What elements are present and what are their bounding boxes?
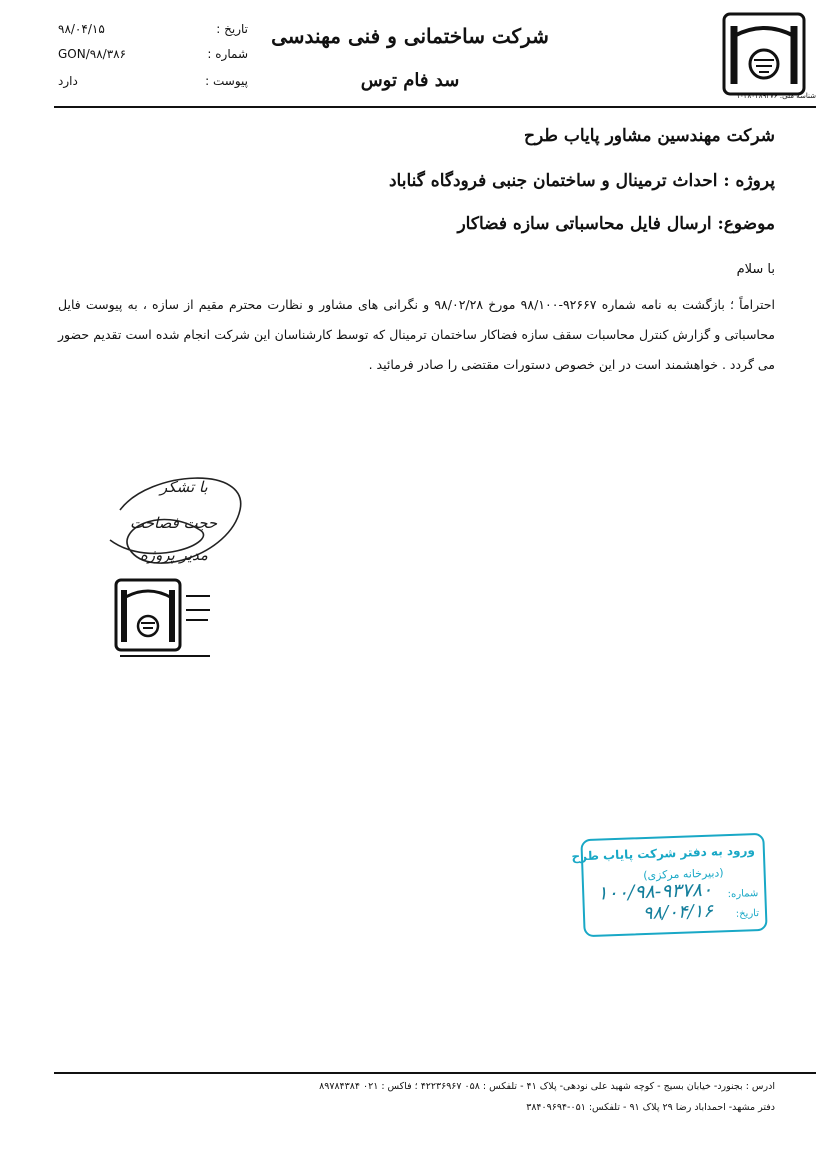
footer-divider [54, 1072, 816, 1074]
company-logo-mark [718, 6, 810, 106]
stamp-number-value: ۱۰۰/۹۸-۹۳۷۸۰ [596, 878, 713, 905]
company-seal-mark [112, 576, 217, 662]
footer-address-mashhad: دفتر مشهد- احمداباد رضا ۲۹ پلاک ۹۱ - تلفکس: ۰۵۱-۳۸۴۰۹۶۹۴ [526, 1102, 775, 1113]
footer-address-main: ادرس : بجنورد- خیابان بسیج - کوچه شهید علی نودهی- پلاک ۴۱ - تلفکس : ۰۵۸ ۴۲۲۳۶۹۶۷ ؛ فاکس : ۰۲۱ ۸۹۷۸۴۳۸۴ [319, 1081, 775, 1092]
subject-line: موضوع: ارسال فایل محاسباتی سازه فضاکار [457, 214, 775, 234]
date-label: تاریخ : [216, 22, 248, 36]
number-value: GON/۹۸/۳۸۶ [58, 47, 127, 61]
attachment-label: پیوست : [205, 74, 248, 88]
project-line: پروژه : احداث ترمینال و ساختمان جنبی فرودگاه گناباد [388, 171, 775, 191]
attachment-value: دارد [58, 74, 78, 88]
number-label: شماره : [207, 47, 248, 61]
stamp-subtitle: (دبیرخانه مرکزی) [643, 866, 724, 883]
signature-thanks: با تشکر [160, 478, 208, 496]
stamp-date-value: ۹۸/۰۴/۱۶ [642, 900, 714, 925]
company-name: شرکت ساختمانی و فنی مهندسی [271, 24, 549, 48]
company-subtitle: سد فام توس [360, 70, 460, 91]
company-logo [718, 6, 810, 106]
stamp-number-label: شماره: [727, 888, 759, 901]
company-seal [112, 576, 217, 662]
signatory-name: حجت فصاحت [130, 514, 218, 532]
letter-body: احتراماً ؛ بازگشت به نامه شماره ۹۲۶۶۷-۹۸/۱۰۰ مورخ ۹۸/۰۲/۲۸ و نگرانی های مشاور و نظارت محترم مقیم از سازه ، به پیوست فایل محاسباتی و گزارش کنترل محاسبات سقف سازه فضاکار ساختمان ترمینال که توسط کارشناسان این شرکت انجام شده است تقدیم حضور می گردد . خواهشمند است در این خصوص دستورات مقتضی را صادر فرمائید . [58, 297, 775, 372]
date-value: ۹۸/۰۴/۱۵ [58, 22, 105, 36]
stamp-title: ورود به دفتر شرکت پایاب طرح [571, 843, 756, 864]
received-stamp [571, 833, 767, 937]
header-divider [54, 106, 816, 108]
stamp-date-label: تاریخ: [735, 908, 760, 920]
greeting: با سلام [736, 262, 775, 277]
logo-national-id: شناسه ملی: ۱۰۳۸۰۳۸۹۲۷۶ [736, 92, 816, 100]
recipient: شرکت مهندسین مشاور پایاب طرح [524, 126, 775, 146]
signatory-title: مدیر پروژه [140, 546, 208, 564]
